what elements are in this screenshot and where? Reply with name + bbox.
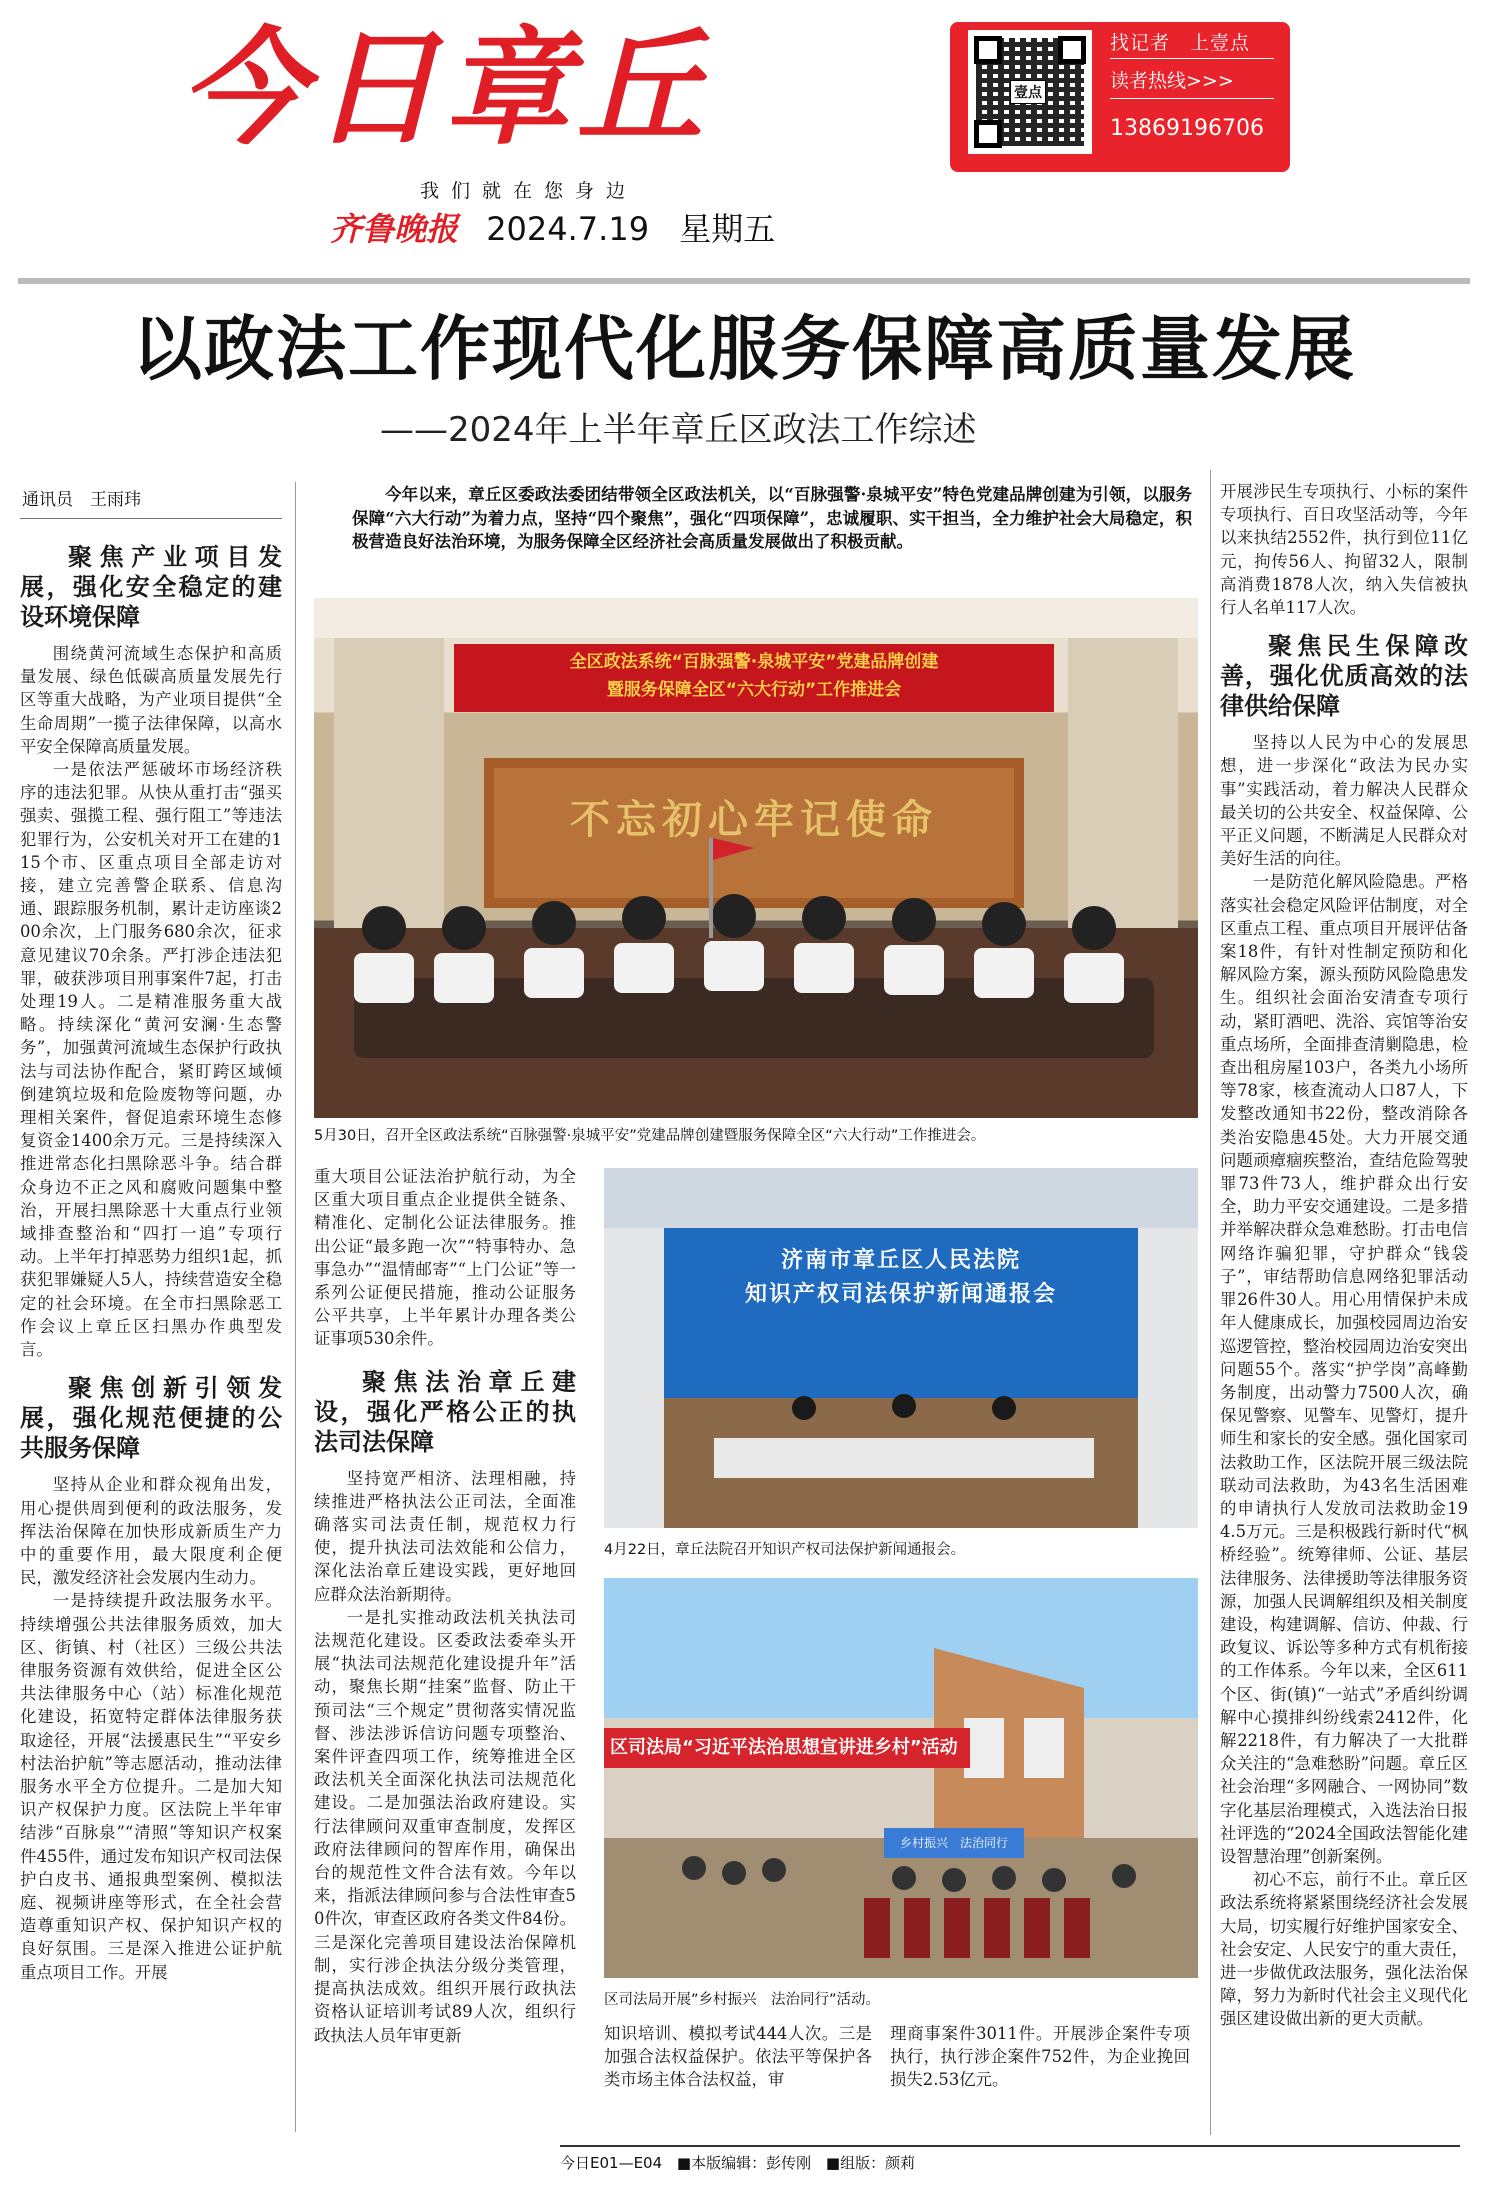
paragraph: 理商事案件3011件。开展涉企案件专项执行，执行涉企案件752件，为企业挽回损失2.53亿元。	[890, 2024, 1190, 2090]
paragraph: 一是防范化解风险隐患。严格落实社会稳定风险评估制度，对全区重点工程、重点项目开展评估备案18件，有针对性制定预防和化解风险方案，源头预防风险隐患发生。组织社会面治安清查专项行动，紧盯酒吧、洗浴、宾馆等治安重点场所，全面排查清剿隐患，检查出租房屋103户，各类九小场所等78家，核查流动人口87人，下发整改通知书22份，整改消除各类治安隐患45处。大力开展交通问题顽瘴痼疾整治，查结危险驾驶罪73件73人，维护群众出行安全，助力平安交通建设。二是多措并举解决群众急难愁盼。打击电信网络诈骗犯罪，守护群众“钱袋子”，审结帮助信息网络犯罪活动罪26件30人。用心用情保护未成年人健康成长，加强校园周边治安巡逻管控，整治校园周边治安突出问题55个。落实“护学岗”高峰勤务制度，出动警力7500人次，确保见警察、见警车、见警灯，提升师生和家长的安全感。强化国家司法救助工作，区法院开展三级法院联动司法救助，为43名生活困难的申请执行人发放司法救助金194.5万元。三是积极践行新时代“枫桥经验”。统筹律师、公证、基层法律服务、法律援助等法律服务资源，加强人民调解组织及相关制度建设，构建调解、信访、仲裁、行政复议、诉讼等多种方式有机衔接的工作体系。今年以来，全区611个区、街(镇)“一站式”矛盾纠纷调解中心摸排纠纷线索2412件，化解2218件，有力解决了一大批群众关注的“急难愁盼”问题。章丘区社会治理“多网融合、一网协同”数字化基层治理模式，入选法治日报社评选的“2024全国政法智能化建设智慧治理”创新案例。	[1220, 872, 1468, 1866]
village-scene	[604, 1578, 1198, 1978]
paragraph: 一是扎实推动政法机关执法司法规范化建设。区委政法委牵头开展“执法司法规范化建设提升年”活动，聚焦长期“挂案”监督、防止干预司法“三个规定”贯彻落实情况监督、涉法涉诉信访问题专项整治、案件评查四项工作，统筹推进全区政法机关全面深化执法司法规范化建设。二是加强法治政府建设。实行法律顾问双重审查制度，发挥区政府法律顾问的智库作用，确保出台的规范性文件合法有效。今年以来，指派法律顾问参与合法性审查50件次，审查区政府各类文件84份。三是深化完善项目建设法治保障机制，实行涉企执法分级分类管理，提高执法成效。组织开展行政执法资格认证培训考试89人次，组织行政执法人员年审更新	[314, 1607, 576, 2045]
paragraph: 一是依法严惩破坏市场经济秩序的违法犯罪。从快从重打击“强买强卖、强揽工程、强行阻工”等违法犯罪行为，公安机关对开工在建的115个市、区重点项目全部走访对接，建立完善警企联系、信息沟通、跟踪服务机制，累计走访座谈200余次，上门服务680余次，征求意见建议70余条。严打涉企违法犯罪，破获涉项目刑事案件7起，打击处理19人。二是精准服务重大战略。持续深化“黄河安澜·生态警务”，加强黄河流域生态保护行政执法与司法协作配合，紧盯跨区域倾倒建筑垃圾和危险废物等问题，办理相关案件，督促追索环境生态修复资金1400余万元。三是持续深入推进常态化扫黑除恶斗争。结合群众身边不正之风和腐败问题集中整治，开展扫黑除恶十大重点行业领域排查整治和“四打一追”专项行动。上半年打掉恶势力组织1起，抓获犯罪嫌疑人5人，持续营造安全稳定的社会环境。在全市扫黑除恶工作会议上章丘区扫黑办作典型发言。	[20, 760, 282, 1360]
paragraph: 开展涉民生专项执行、小标的案件专项执行、百日攻坚活动等，今年以来执结2552件，执行到位11亿元，拘传56人、拘留32人，限制高消费1878人次，纳入失信被执行人名单117人次。	[1220, 482, 1468, 618]
photo-caption: 区司法局开展”乡村振兴 法治同行”活动。	[604, 1992, 881, 2008]
village-photo	[604, 1578, 1198, 1978]
village-banner: 区司法局“习近平法治思想宣讲进乡村”活动	[604, 1728, 970, 1768]
paragraph: 知识培训、模拟考试444人次。三是加强合法权益保护。依法平等保护各类市场主体合法权益，审	[604, 2024, 872, 2090]
hotline-number: 13869196706	[1110, 116, 1264, 141]
section-title: 聚焦创新引领发展，强化规范便捷的公共服务保障	[20, 1374, 282, 1463]
paragraph: 一是持续提升政法服务水平。持续增强公共法律服务质效，加大区、街镇、村（社区）三级公共法律服务资源有效供给，促进全区公共法律服务中心（站）标准化规范化建设，拓宽特定群体法律服务获取途径，开展“法援惠民生”“平安乡村法治护航”等志愿活动，推动法律服务水平全方位提升。二是加大知识产权保护力度。区法院上半年审结涉“百脉泉”“清照”等知识产权案件455件，通过发布知识产权司法保护白皮书、通报典型案例、模拟法庭、视频讲座等形式，在全社会营造尊重知识产权、保护知识产权的良好氛围。三是深入推进公证护航重点项目工作。开展	[20, 1591, 282, 1982]
paragraph: 坚持以人民为中心的发展思想，进一步深化“政法为民办实事”实践活动，着力解决人民群众最关切的公共安全、权益保障、公平正义问题，不断满足人民群众对美好生活的向往。	[1220, 733, 1468, 869]
paragraph: 围绕黄河流域生态保护和高质量发展、绿色低碳高质量发展先行区等重大战略，为产业项目提供“全生命周期”一揽子法律保障，以高水平安全保障高质量发展。	[20, 644, 282, 756]
meeting-banner	[454, 644, 1054, 712]
footer-proof: ■组版：颜莉	[825, 2154, 916, 2172]
paragraph: 重大项目公证法治护航行动，为全区重大项目重点企业提供全链条、精准化、定制化公证法律服务。推出公证“最多跑一次”“特事特办、急事急办”“温情邮寄”“上门公证”等一系列公证便民措施，推动公证服务公平共享，上半年累计办理各类公证事项530余件。	[314, 1167, 576, 1349]
village-banner-2: 乡村振兴 法治同行	[899, 1836, 1008, 1850]
paragraph: 坚持从企业和群众视角出发，用心提供周到便利的政法服务，发挥法治保障在加快形成新质生产力中的重要作用，最大限度利企便民，激发经济社会发展内生动力。	[20, 1475, 282, 1588]
section-title: 聚焦法治章丘建设，强化严格公正的执法司法保障	[314, 1367, 576, 1456]
wall-slogan: 不忘初心牢记使命	[570, 796, 938, 843]
court-banner-line1: 济南市章丘区人民法院	[780, 1248, 1021, 1273]
byline-rule	[20, 518, 282, 519]
qr-code-icon[interactable]	[968, 30, 1092, 154]
column-1	[20, 536, 282, 1984]
section-title: 聚焦产业项目发展，强化安全稳定的建设环境保障	[20, 543, 282, 631]
court-banner-line2: 知识产权司法保护新闻通报会	[744, 1282, 1057, 1307]
court-banner	[664, 1244, 1138, 1312]
column-divider	[295, 482, 296, 2132]
column-5	[1220, 480, 1468, 2031]
reporter-line: 找记者 上壹点	[1110, 32, 1251, 54]
photo-caption: 4月22日，章丘法院召开知识产权司法保护新闻通报会。	[604, 1542, 966, 1558]
footer-rule	[560, 2145, 1460, 2147]
issue-date: 2024.7.19	[486, 210, 650, 248]
page-footer	[560, 2152, 915, 2173]
newspaper-brand: 齐鲁晚报	[330, 210, 459, 248]
subheadline: ——2024年上半年章丘区政法工作综述	[380, 410, 977, 450]
column-3-bottom	[604, 2022, 872, 2092]
issue-weekday: 星期五	[679, 210, 776, 248]
masthead-rule	[18, 278, 1470, 284]
meeting-banner-line1: 全区政法系统“百脉强警·泉城平安”党建品牌创建	[569, 652, 939, 672]
footer-pages: 今日E01—E04	[560, 2154, 663, 2172]
meeting-banner-line2: 暨服务保障全区“六大行动”工作推进会	[606, 680, 902, 700]
photo-caption: 5月30日，召开全区政法系统“百脉强警·泉城平安”党建品牌创建暨服务保障全区“六大行动”工作推进会。	[314, 1128, 986, 1144]
section-title: 聚焦民生保障改善，强化优质高效的法律供给保障	[1220, 632, 1468, 721]
paragraph: 初心不忘，前行不止。章丘区政法系统将紧紧围绕经济社会发展大局，切实履行好维护国家安全、社会安定、人民安宁的重大责任，进一步做优政法服务，强化法治保障，努力为新时代社会主义现代化强区建设做出新的更大贡献。	[1220, 1870, 1468, 2029]
footer-editor: ■本版编辑：彭传刚	[676, 2154, 812, 2172]
hotline-label: 读者热线>>>	[1110, 70, 1234, 92]
reader-hotline-box	[950, 22, 1290, 172]
byline: 通讯员 王雨玮	[22, 490, 141, 510]
headline: 以政法工作现代化服务保障高质量发展	[132, 307, 1356, 390]
court-photo	[604, 1168, 1198, 1528]
column-4-bottom	[890, 2022, 1190, 2092]
paragraph: 坚持宽严相济、法理相融，持续推进严格执法公正司法，全面准确落实司法责任制，规范权力行使，提升执法司法效能和公信力，深化法治章丘建设实践，更好地回应群众法治新期待。	[314, 1468, 576, 1604]
masthead-slogan: 我们就在您身边	[420, 180, 638, 202]
masthead-logo: 今日章丘	[180, 15, 708, 162]
dateline	[330, 204, 775, 250]
article-intro: 今年以来，章丘区委政法委团结带领全区政法机关，以“百脉强警·泉城平安”特色党建品牌创建为引领，以服务保障“六大行动”为着力点，坚持“四个聚焦”，强化“四项保障”，忠诚履职、实干担当，全力维护社会大局稳定，积极营造良好法治环境，为服务保障全区经济社会高质量发展做出了积极贡献。	[352, 485, 1192, 551]
qr-label: 壹点	[1010, 80, 1046, 104]
court-scene	[604, 1168, 1198, 1528]
column-2	[314, 1165, 576, 2047]
meeting-photo	[314, 598, 1198, 1118]
column-divider	[1210, 470, 1211, 2135]
